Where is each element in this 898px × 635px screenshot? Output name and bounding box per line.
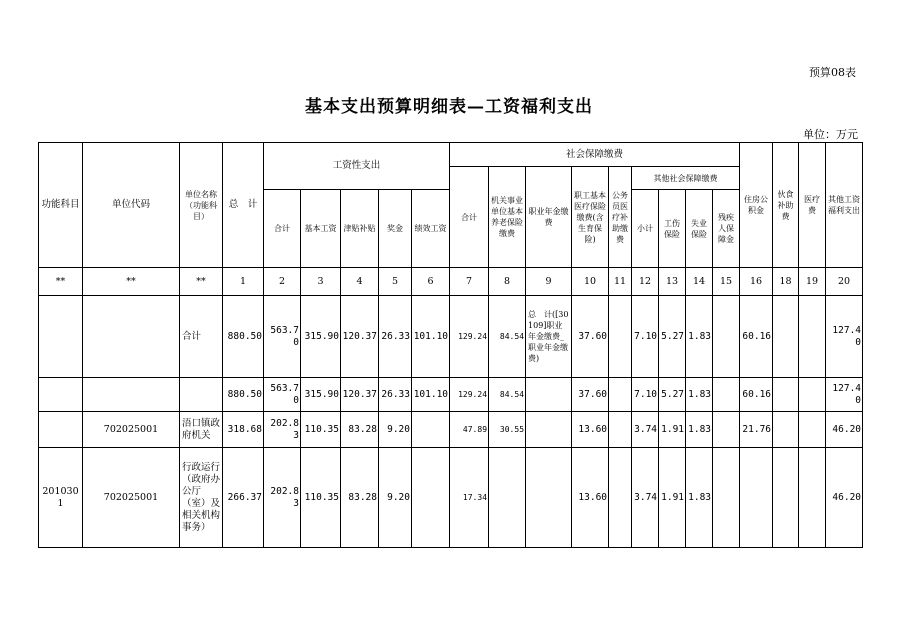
cell-code: 702025001 [83,412,180,448]
cell-func [39,378,83,412]
table-row [39,296,863,378]
cell-value [412,412,450,448]
cell-value: 202.83 [264,412,301,448]
cell-value: 47.89 [450,412,489,448]
table-row [39,448,863,548]
index-cell: 13 [659,268,686,296]
cell-value [489,448,526,548]
index-cell: 5 [379,268,412,296]
header-unemploy: 失业保险 [686,190,713,268]
cell-note: 总 计([30109]职业年金缴费_职业年金缴费) [526,296,572,378]
cell-value: 266.37 [223,448,264,548]
header-other-wage: 其他工资福利支出 [826,143,863,268]
cell-value: 83.28 [341,448,379,548]
cell-value: 7.10 [632,296,659,378]
index-cell: 2 [264,268,301,296]
cell-value: 60.16 [740,296,773,378]
header-injury: 工伤保险 [659,190,686,268]
table-row [39,412,863,448]
index-cell: 20 [826,268,863,296]
index-cell: 19 [799,268,826,296]
cell-value: 127.40 [826,378,863,412]
header-code: 单位代码 [83,143,180,268]
header-medfee: 医疗费 [799,143,826,268]
header-wage-sum: 合计 [264,190,301,268]
cell-value: 1.83 [686,412,713,448]
index-cell: 1 [223,268,264,296]
header-social-group: 社会保障缴费 [450,143,740,167]
cell-note [526,448,572,548]
index-cell: ** [83,268,180,296]
index-cell: 12 [632,268,659,296]
cell-value [713,412,740,448]
index-cell: 18 [773,268,799,296]
header-housing: 住房公积金 [740,143,773,268]
cell-value [773,296,799,378]
cell-code [83,296,180,378]
table-row [39,378,863,412]
page-title: 基本支出预算明细表—工资福利支出 [305,97,593,117]
cell-value: 46.20 [826,412,863,448]
cell-value: 880.50 [223,378,264,412]
cell-value: 315.90 [301,378,341,412]
cell-value: 13.60 [572,412,609,448]
cell-code: 702025001 [83,448,180,548]
cell-value: 1.91 [659,448,686,548]
cell-value [799,296,826,378]
cell-value: 17.34 [450,448,489,548]
index-row [39,268,863,296]
cell-func [39,296,83,378]
cell-value [799,412,826,448]
cell-value: 101.10 [412,378,450,412]
cell-func [39,412,83,448]
cell-value [773,412,799,448]
cell-value: 129.24 [450,296,489,378]
cell-value: 37.60 [572,296,609,378]
cell-value [609,296,632,378]
index-cell: 9 [526,268,572,296]
cell-value: 60.16 [740,378,773,412]
header-basic-wage: 基本工资 [301,190,341,268]
cell-value: 1.83 [686,378,713,412]
header-allowance: 津贴补贴 [341,190,379,268]
header-name: 单位名称（功能科目） [180,143,223,268]
header-perf-wage: 绩效工资 [412,190,450,268]
header-meal: 伙食补助费 [773,143,799,268]
cell-value: 26.33 [379,296,412,378]
index-cell: 6 [412,268,450,296]
cell-value: 46.20 [826,448,863,548]
unit-label: 单位：万元 [803,128,858,141]
index-cell: 10 [572,268,609,296]
cell-func: 2010301 [39,448,83,548]
header-total: 总 计 [223,143,264,268]
cell-value: 563.70 [264,378,301,412]
cell-value [799,378,826,412]
index-cell: 7 [450,268,489,296]
cell-note [526,378,572,412]
cell-value: 101.10 [412,296,450,378]
cell-value: 110.35 [301,412,341,448]
cell-value [609,378,632,412]
cell-value: 5.27 [659,378,686,412]
cell-value [713,448,740,548]
header-social-sum: 合计 [450,167,489,268]
cell-value [773,378,799,412]
cell-note [526,412,572,448]
cell-value: 1.83 [686,296,713,378]
cell-code [83,378,180,412]
cell-value: 9.20 [379,412,412,448]
cell-name: 浯口镇政府机关 [180,412,223,448]
cell-value: 563.70 [264,296,301,378]
cell-value: 110.35 [301,448,341,548]
cell-value: 315.90 [301,296,341,378]
cell-value [740,448,773,548]
header-other-sub: 小计 [632,190,659,268]
cell-value: 30.55 [489,412,526,448]
header-other-social-group: 其他社会保障缴费 [632,167,740,190]
cell-value: 3.74 [632,412,659,448]
cell-value [713,296,740,378]
header-bonus: 奖金 [379,190,412,268]
index-cell: ** [39,268,83,296]
cell-value: 37.60 [572,378,609,412]
cell-value: 26.33 [379,378,412,412]
header-annuity: 职业年金缴费 [526,167,572,268]
cell-value: 129.24 [450,378,489,412]
header-wage-group: 工资性支出 [264,143,450,190]
cell-value: 84.54 [489,296,526,378]
cell-value [609,412,632,448]
cell-name: 行政运行（政府办公厅（室）及相关机构事务） [180,448,223,548]
cell-value: 7.10 [632,378,659,412]
cell-value [799,448,826,548]
header-medical: 职工基本医疗保险缴费(含生育保险) [572,167,609,268]
cell-value: 120.37 [341,378,379,412]
cell-name [180,378,223,412]
cell-value [773,448,799,548]
index-cell: 11 [609,268,632,296]
cell-value: 1.83 [686,448,713,548]
cell-value: 1.91 [659,412,686,448]
index-cell: 15 [713,268,740,296]
cell-value: 127.40 [826,296,863,378]
budget-table [38,142,863,548]
cell-value: 318.68 [223,412,264,448]
cell-value: 13.60 [572,448,609,548]
index-cell: 3 [301,268,341,296]
index-cell: ** [180,268,223,296]
cell-value [609,448,632,548]
header-func: 功能科目 [39,143,83,268]
cell-value: 880.50 [223,296,264,378]
header-disabled: 残疾人保障金 [713,190,740,268]
index-cell: 16 [740,268,773,296]
header-civil-medical: 公务员医疗补助缴费 [609,167,632,268]
cell-name: 合计 [180,296,223,378]
index-cell: 8 [489,268,526,296]
header-pension: 机关事业单位基本养老保险缴费 [489,167,526,268]
cell-value: 84.54 [489,378,526,412]
cell-value: 3.74 [632,448,659,548]
index-cell: 4 [341,268,379,296]
cell-value [412,448,450,548]
form-number: 预算08表 [809,66,856,79]
cell-value: 21.76 [740,412,773,448]
cell-value: 202.83 [264,448,301,548]
index-cell: 14 [686,268,713,296]
cell-value: 120.37 [341,296,379,378]
cell-value: 5.27 [659,296,686,378]
cell-value: 83.28 [341,412,379,448]
cell-value: 9.20 [379,448,412,548]
cell-value [713,378,740,412]
